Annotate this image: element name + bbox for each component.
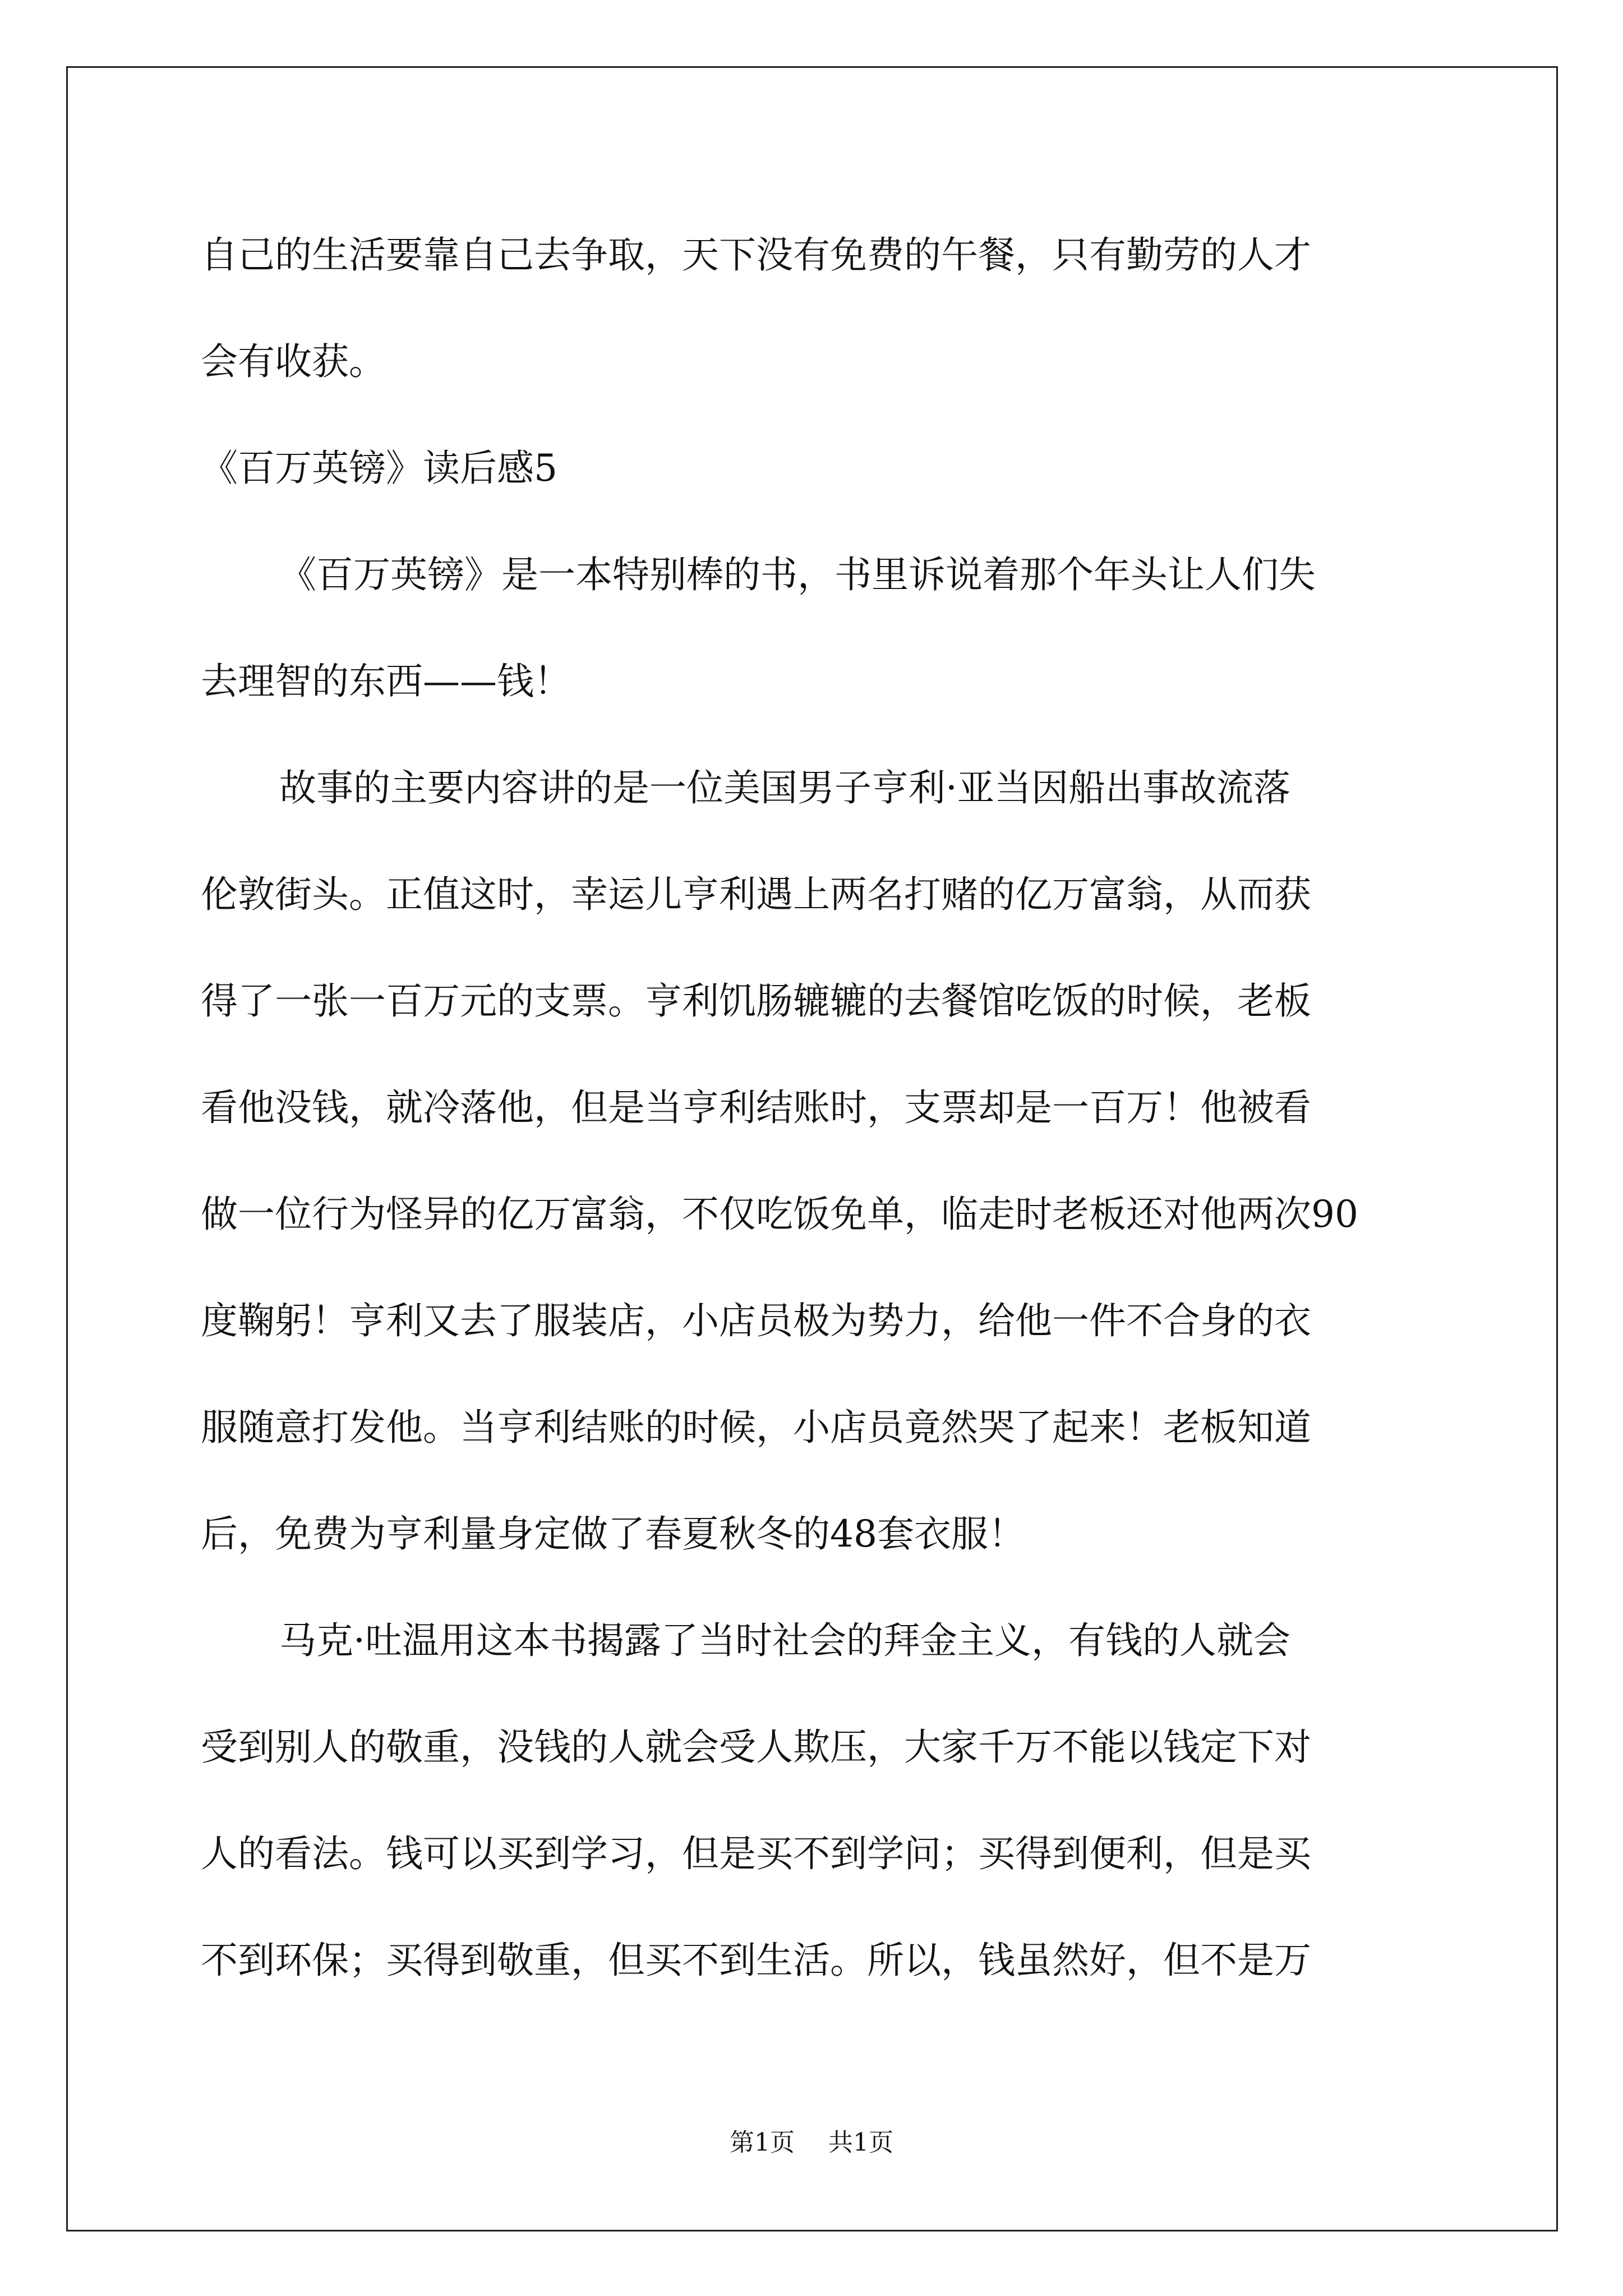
paragraph-line: 故事的主要内容讲的是一位美国男子亨利·亚当因船出事故流落 bbox=[279, 766, 1290, 809]
page-number-total: 共1页 bbox=[828, 2128, 893, 2157]
paragraph-line: 后，免费为亨利量身定做了春夏秋冬的48套衣服！ bbox=[201, 1512, 1025, 1556]
paragraph-line: 去理智的东西——钱！ bbox=[201, 660, 571, 703]
paragraph-line: 马克·吐温用这本书揭露了当时社会的拜金主义，有钱的人就会 bbox=[279, 1619, 1290, 1662]
paragraph-line: 《百万英镑》是一本特别棒的书，书里诉说着那个年头让人们失 bbox=[279, 553, 1316, 596]
paragraph-line: 得了一张一百万元的支票。亨利饥肠辘辘的去餐馆吃饭的时候，老板 bbox=[201, 979, 1311, 1023]
page-number-current: 第1页 bbox=[730, 2128, 795, 2157]
section-heading: 《百万英镑》读后感5 bbox=[201, 447, 557, 490]
paragraph-line: 看他没钱，就冷落他，但是当亨利结账时，支票却是一百万！他被看 bbox=[201, 1086, 1311, 1129]
paragraph-line: 人的看法。钱可以买到学习，但是买不到学问；买得到便利，但是买 bbox=[201, 1832, 1311, 1875]
paragraph-line: 受到别人的敬重，没钱的人就会受人欺压，大家千万不能以钱定下对 bbox=[201, 1726, 1311, 1769]
paragraph-line: 自己的生活要靠自己去争取，天下没有免费的午餐，只有勤劳的人才 bbox=[201, 233, 1311, 277]
page-footer bbox=[0, 2126, 1623, 2160]
paragraph-line: 不到环保；买得到敬重，但买不到生活。所以，钱虽然好，但不是万 bbox=[201, 1939, 1311, 1982]
document-body bbox=[201, 202, 1423, 2014]
paragraph-line: 度鞠躬！亨利又去了服装店，小店员极为势力，给他一件不合身的衣 bbox=[201, 1299, 1311, 1342]
paragraph-line: 会有收获。 bbox=[201, 340, 386, 383]
paragraph-line: 做一位行为怪异的亿万富翁，不仅吃饭免单，临走时老板还对他两次90 bbox=[201, 1193, 1358, 1236]
paragraph-line: 服随意打发他。当亨利结账的时候，小店员竟然哭了起来！老板知道 bbox=[201, 1406, 1311, 1449]
paragraph-line: 伦敦街头。正值这时，幸运儿亨利遇上两名打赌的亿万富翁，从而获 bbox=[201, 873, 1311, 916]
